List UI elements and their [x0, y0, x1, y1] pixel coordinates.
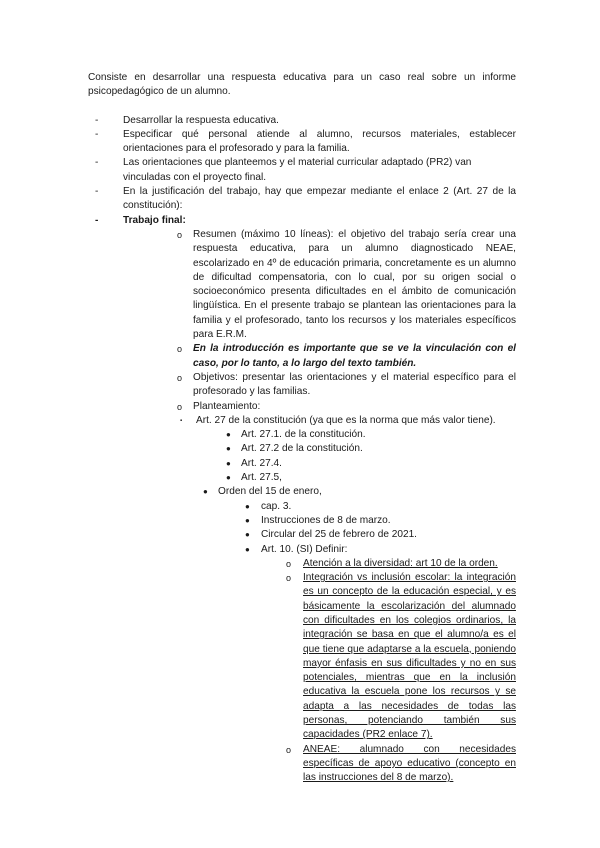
objetivos-text: Objetivos: presentar las orientaciones y el material específico para el profesorado y las familias. — [193, 371, 516, 398]
bullet-marker: ● — [226, 473, 231, 483]
list-item-text: Circular del 25 de febrero de 2021. — [261, 529, 417, 541]
objetivos-item — [123, 371, 516, 400]
list-item — [123, 471, 516, 485]
list-item — [123, 442, 516, 456]
list-item — [123, 543, 516, 786]
definir-item — [123, 743, 516, 786]
list-item — [88, 128, 516, 157]
circle-marker: o — [177, 229, 183, 240]
bullet-marker: ● — [245, 530, 250, 540]
list-item-text: cap. 3. — [261, 500, 292, 512]
list-item — [123, 428, 516, 442]
bullet-marker: ● — [245, 515, 250, 525]
circle-marker: o — [286, 744, 292, 755]
definir-item — [123, 571, 516, 743]
planteamiento-heading: Planteamiento: — [193, 400, 261, 412]
definir-item — [123, 557, 516, 571]
list-item — [88, 114, 516, 128]
introduccion-item — [123, 342, 516, 371]
trabajo-final-list — [123, 228, 516, 786]
trabajo-final-heading: Trabajo final: — [123, 214, 186, 226]
art27-heading: Art. 27 de la constitución (ya que es la norma que más valor tiene). — [196, 414, 496, 426]
art27-item — [123, 414, 516, 485]
circle-marker: o — [286, 558, 292, 569]
list-item-text: Art. 27.4. — [241, 457, 282, 469]
list-item-text: Desarrollar la respuesta educativa. — [123, 114, 279, 126]
orden-heading: Orden del 15 de enero, — [218, 486, 322, 498]
bullet-marker: ● — [226, 430, 231, 440]
definir-text: Atención a la diversidad: art 10 de la orden. — [303, 557, 498, 569]
dash-marker: - — [95, 186, 99, 198]
square-marker: ▪ — [180, 417, 183, 424]
planteamiento-item — [123, 400, 516, 786]
list-item-text: Art. 10. (SI) Definir: — [261, 543, 348, 555]
resumen-text: Resumen (máximo 10 líneas): el objetivo del trabajo sería crear una respuesta educativa, para un alumno diagnosticado NEAE, escolarizado en 4º de educación primaria, concretamente es un alumno de dificultad compensatoria, con lo cual, por su origen social o socioeconómico presenta dificultades en el ámbito de comunicación lingüística. En el presente trabajo se plantean las orientaciones para la familia y el profesorado, tanto los recursos y los materiales específicos para E.R.M. — [193, 228, 516, 341]
list-item-text: Art. 27.5, — [241, 472, 282, 484]
list-item — [123, 514, 516, 528]
intro-paragraph: Consiste en desarrollar una respuesta educativa para un caso real sobre un informe psicopedagógico de un alumno. — [88, 72, 516, 98]
circle-marker: o — [286, 573, 292, 584]
list-item — [88, 156, 516, 185]
resumen-item — [123, 228, 516, 342]
list-item-text: Especificar qué personal atiende al alumno, recursos materiales, establecer orientaciones para el profesorado y para la familia. — [123, 128, 516, 155]
definir-list — [123, 557, 516, 786]
orden-item — [123, 485, 516, 785]
dash-marker: - — [95, 128, 99, 140]
bullet-marker: ● — [245, 544, 250, 554]
circle-marker: o — [177, 401, 183, 412]
art27-sublist — [123, 428, 516, 485]
list-item — [123, 457, 516, 471]
dash-marker: - — [95, 114, 99, 126]
circle-marker: o — [177, 372, 183, 383]
dash-marker: - — [95, 157, 99, 169]
list-item — [123, 500, 516, 514]
document-body — [88, 71, 516, 786]
list-item — [88, 185, 516, 214]
list-item-text: Las orientaciones que planteemos y el material curricular adaptado (PR2) van vinculadas con el proyecto final. — [123, 157, 472, 183]
trabajo-final-item — [88, 214, 516, 786]
bullet-marker: ● — [203, 487, 208, 497]
list-item-text: Art. 27.2 de la constitución. — [241, 443, 363, 455]
definir-text: Integración vs inclusión escolar: la integración es un concepto de la educación especial, y es básicamente la escolarización del alumnado con dificultades en los colegios ordinarios, la integración se basa en que el alumno/a es el que tiene que adaptarse a la escuela, poniendo mayor énfasis en sus dificultades y no en sus potenciales, mientras que en la inclusión educativa la escuela pone los recursos y se adapta a las necesidades de todas las personas, potenciando también sus capacidades (PR2 enlace 7). — [303, 572, 516, 741]
dash-marker: - — [95, 214, 99, 226]
main-list — [88, 114, 516, 786]
list-item — [123, 528, 516, 542]
introduccion-text: En la introducción es importante que se ve la vinculación con el caso, por lo tanto, a lo largo del texto también. — [193, 343, 516, 369]
list-item-text: Art. 27.1. de la constitución. — [241, 429, 366, 441]
list-item-text: Instrucciones de 8 de marzo. — [261, 514, 391, 526]
orden-sublist — [123, 500, 516, 786]
definir-text: ANEAE: alumnado con necesidades específicas de apoyo educativo (concepto en las instrucciones del 8 de marzo). — [303, 743, 516, 784]
list-item-text: En la justificación del trabajo, hay que empezar mediante el enlace 2 (Art. 27 de la constitución): — [123, 186, 516, 212]
bullet-marker: ● — [245, 501, 250, 511]
bullet-marker: ● — [226, 444, 231, 454]
planteamiento-list — [123, 414, 516, 786]
bullet-marker: ● — [226, 458, 231, 468]
circle-marker: o — [177, 344, 183, 355]
